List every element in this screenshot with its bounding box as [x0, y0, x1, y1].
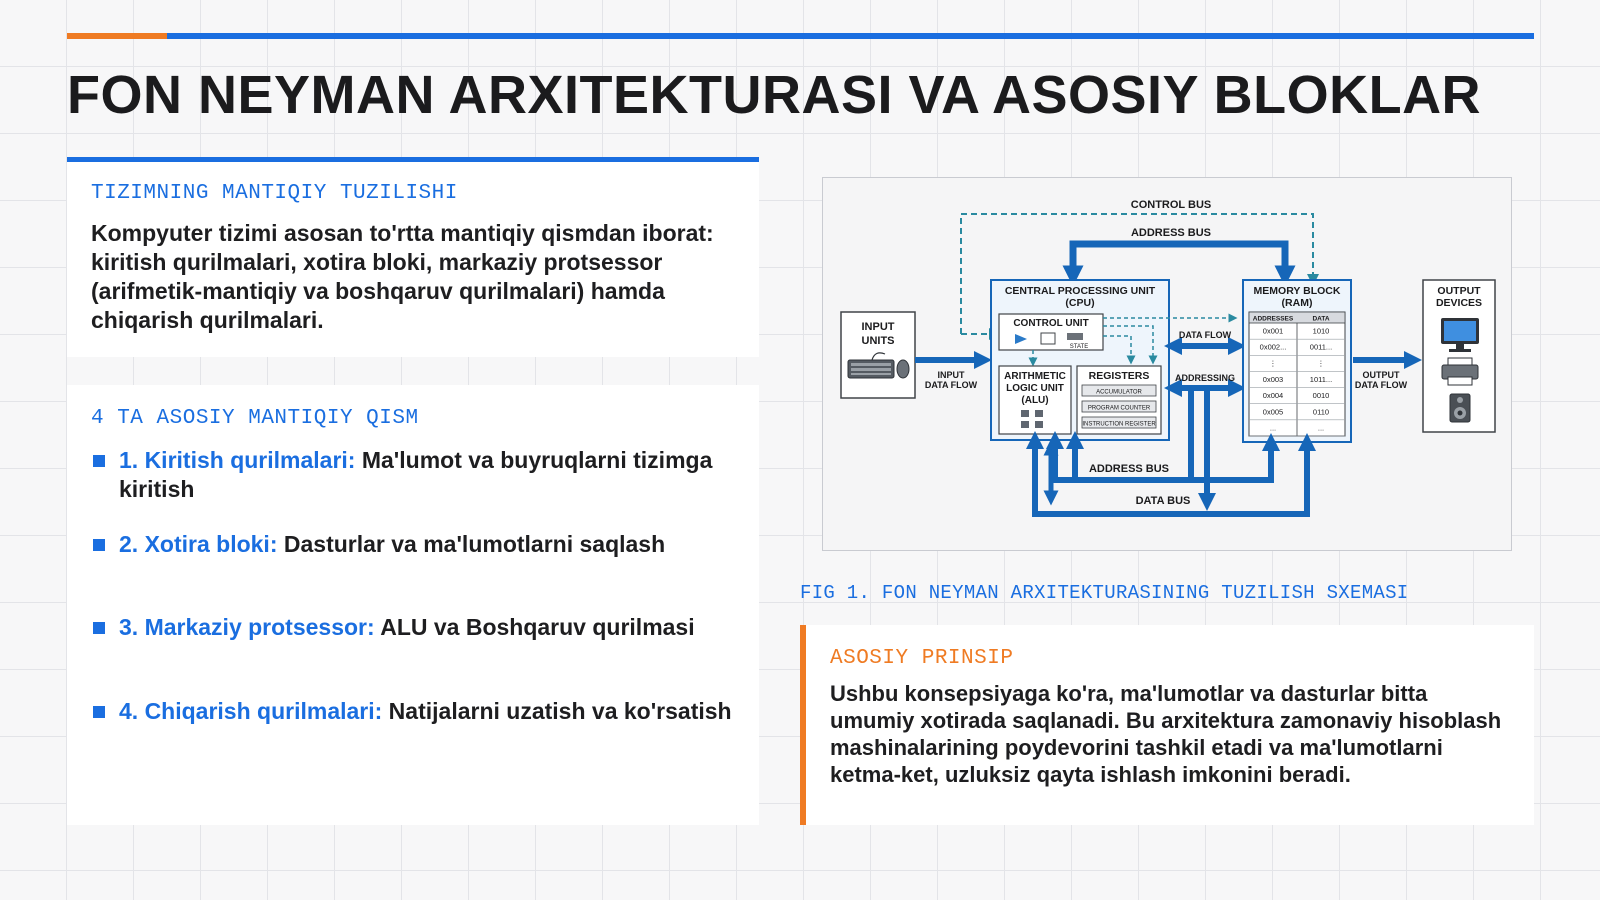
address-bus-top-arrow — [1073, 244, 1285, 276]
item-text: ALU va Boshqaruv qurilmasi — [374, 614, 695, 640]
alu-label-2: LOGIC UNIT — [1006, 383, 1064, 394]
item-text: Dasturlar va ma'lumotlarni saqlash — [277, 531, 666, 557]
list-item — [91, 613, 735, 697]
memory-data-cell: 1011... — [1309, 375, 1333, 384]
architecture-diagram — [822, 177, 1512, 551]
logic-card — [67, 157, 759, 357]
control-unit-label: CONTROL UNIT — [1013, 318, 1089, 329]
list-item — [91, 697, 735, 726]
memory-address-cell: 0x004 — [1262, 391, 1284, 401]
logic-text: Kompyuter tizimi asosan to'rtta mantiqiy qismdan iborat: kiritish qurilmalari, xotira bloki, markaziy protsessor (arifmetik-mantiqiy va boshqaruv qurilmalari) hamda chiqarish qurilmalari. — [91, 220, 714, 333]
program-counter-label: PROGRAM COUNTER — [1087, 405, 1151, 412]
memory-address-cell: ⋮ — [1269, 358, 1277, 368]
memory-address-cell: 0x001 — [1262, 326, 1284, 336]
list-item — [91, 530, 735, 613]
memory-data-cell: 0011... — [1309, 342, 1333, 352]
output-flow-label-1: OUTPUT — [1362, 370, 1400, 380]
parts-list — [91, 446, 735, 726]
memory-data-cell: ⋮ — [1317, 358, 1325, 368]
address-bus-bottom-label: ADDRESS BUS — [1088, 463, 1170, 475]
accumulator-label: ACCUMULATOR — [1096, 389, 1142, 396]
item-label: 3. Markaziy protsessor: — [119, 614, 375, 640]
state-label: STATE — [1069, 344, 1089, 350]
registers-label: REGISTERS — [1088, 370, 1150, 382]
principle-heading: ASOSIY PRINSIP — [830, 647, 1014, 670]
output-devices-label-1: OUTPUT — [1437, 285, 1481, 297]
memory-data-cell: 0010 — [1312, 391, 1330, 401]
bullet-square-icon — [93, 455, 105, 467]
memory-label-1: MEMORY BLOCK — [1253, 285, 1341, 297]
memory-address-cell: ... — [1269, 423, 1277, 433]
memory-data-cell: 0110 — [1312, 407, 1330, 417]
memory-address-cell: 0x005 — [1262, 407, 1284, 417]
memory-data-cell: ... — [1317, 423, 1325, 433]
parts-heading: 4 TA ASOSIY MANTIQIY QISM — [91, 407, 419, 430]
top-accent-orange — [67, 33, 167, 39]
output-devices-label-2: DEVICES — [1435, 297, 1483, 309]
mem-header-addresses: ADDRESSES — [1252, 315, 1294, 323]
data-flow-label: DATA FLOW — [1178, 330, 1232, 340]
cpu-label-2: (CPU) — [1065, 297, 1095, 309]
mem-header-data: DATA — [1312, 315, 1330, 323]
input-units-label-1: INPUT — [861, 321, 895, 333]
memory-label-2: (RAM) — [1281, 297, 1313, 309]
instruction-register-label: INSTRUCTION REGISTER — [1082, 421, 1156, 428]
item-text: Ma'lumot va buyruqlarni tizimga kiritish — [119, 447, 713, 502]
figure-caption: FIG 1. FON NEYMAN ARXITEKTURASINING TUZILISH SXEMASI — [800, 582, 1409, 604]
input-units-label-2: UNITS — [861, 335, 895, 347]
bullet-square-icon — [93, 622, 105, 634]
principle-text: Ushbu konsepsiyaga ko'ra, ma'lumotlar va dasturlar bitta umumiy xotirada saqlanadi. Bu arxitektura zamonaviy hisoblash mashinalarining poydevorini tashkil etadi va ma'lumotlarni ketma-ket, uzluksiz qayta ishlash imkonini beradi. — [830, 681, 1502, 787]
memory-address-cell: 0x003 — [1262, 375, 1284, 384]
alu-label-3: (ALU) — [1021, 395, 1049, 406]
memory-address-cell: 0x002... — [1259, 342, 1287, 352]
bullet-square-icon — [93, 539, 105, 551]
memory-data-cell: 1010 — [1312, 326, 1330, 336]
logic-heading: TIZIMNING MANTIQIY TUZILISHI — [91, 182, 458, 205]
input-flow-label-1: INPUT — [937, 370, 965, 380]
top-accent-bar — [67, 33, 1534, 39]
page-title: FON NEYMAN ARXITEKTURASI VA ASOSIY BLOKLAR — [67, 65, 1482, 125]
output-flow-label-2: DATA FLOW — [1354, 380, 1408, 390]
speaker-icon — [1450, 394, 1470, 422]
principle-card — [800, 625, 1534, 825]
parts-card — [67, 385, 759, 825]
cpu-label-1: CENTRAL PROCESSING UNIT — [1004, 285, 1156, 297]
diagram-svg — [823, 178, 1513, 552]
control-bus-label: CONTROL BUS — [1130, 199, 1212, 211]
data-bus-label: DATA BUS — [1135, 495, 1191, 507]
list-item — [91, 446, 735, 530]
addressing-label: ADDRESSING — [1174, 373, 1236, 383]
input-flow-label-2: DATA FLOW — [924, 380, 978, 390]
address-bus-top-label: ADDRESS BUS — [1130, 227, 1212, 239]
item-label: 2. Xotira bloki: — [119, 531, 278, 557]
item-text: Natijalarni uzatish va ko'rsatish — [382, 698, 732, 724]
item-label: 1. Kiritish qurilmalari: — [119, 447, 356, 473]
item-label: 4. Chiqarish qurilmalari: — [119, 698, 383, 724]
alu-label-1: ARITHMETIC — [1004, 371, 1066, 382]
bullet-square-icon — [93, 706, 105, 718]
